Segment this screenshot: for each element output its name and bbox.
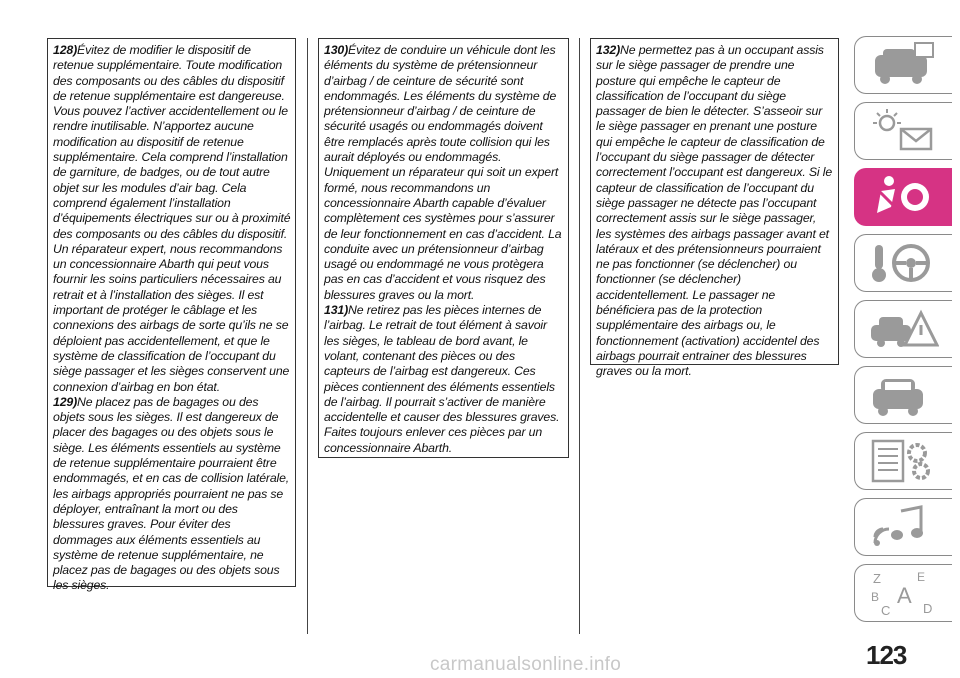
tab-maintenance[interactable] xyxy=(854,366,952,424)
note-131: 131)Ne retirez pas les pièces internes de l’airbag. Le retrait de tout élément à savoir les sièges, le tableau de bord avant, le volant, contenant des pièces ou des capteurs de l’airbag est dangereux. Ces pièces contiennent des éléments essentiels de l’airbag. Il pourrait s’activer de manière accidentelle et causer des blessures graves. Faites toujours enlever ces pièces par un concessionnaire Abarth. xyxy=(324,303,560,455)
tab-multimedia[interactable] xyxy=(854,498,952,556)
car-dashboard-icon xyxy=(867,41,939,89)
index-letter-e: E xyxy=(917,570,926,584)
alphabetical-index-icon xyxy=(867,569,939,617)
car-service-icon xyxy=(867,371,939,419)
tab-index[interactable] xyxy=(854,564,952,622)
tab-technical-data[interactable] xyxy=(854,432,952,490)
column-divider xyxy=(579,38,580,634)
index-letter-d: D xyxy=(923,601,933,616)
text-column-3 xyxy=(590,38,839,379)
tab-emergency[interactable] xyxy=(854,300,952,358)
tab-safety[interactable] xyxy=(854,168,952,226)
note-129: 129)Ne placez pas de bagages ou des objets sous les sièges. Il est dangereux de placer des bagages ou des objets sous le siège. Les éléments essentiels au système de retenue supplémentaire pourraient être endommagés, et en cas de collision latérale, les airbags appropriés pourraient ne pas se déployer, entraînant la mort ou des blessures graves. Pour éviter des dommages aux éléments essentiels au système de retenue supplémentaire, ne placez pas de bagages ou des objets sous les sièges. xyxy=(53,394,290,593)
tab-dashboard[interactable] xyxy=(854,36,952,94)
watermark: carmanualsonline.info xyxy=(430,654,622,675)
technical-data-icon xyxy=(867,437,939,485)
note-132: 132)Ne permettez pas à un occupant assis sur le siège passager de prendre une posture qui empêche le capteur de classification de l’occupant du siège passager de bien le détecter. S’asseoir sur le siège passager en prenant une posture qui empêche le capteur de classification de l’occupant du siège passager de détecter correctement l’occupant est dangereux. Si le capteur de classification de l’occupant du siège passager ne détecte pas l’occupant correctement assis sur le siège passager, les systèmes des airbags passager avant et latéraux et des prétensionneurs pourraient ne pas fonctionner (se déclencher) ou fonctionner (se déclencher) accidentellement. Le passager ne bénéficiera pas de la protection supplémentaire des airbags ou, le fonctionnement (activation) accidentel des airbags pourrait entrainer des blessures graves ou la mort. xyxy=(596,43,833,379)
car-breakdown-icon xyxy=(867,305,939,353)
index-letter-z: Z xyxy=(873,571,881,586)
index-letter-b: B xyxy=(871,590,880,604)
index-letter-c: C xyxy=(881,603,891,617)
airbag-safety-icon xyxy=(867,173,939,221)
tab-warning-lights[interactable] xyxy=(854,102,952,160)
page-number: 123 xyxy=(866,640,907,670)
text-column-2 xyxy=(318,38,569,458)
tab-starting-driving[interactable] xyxy=(854,234,952,292)
column-divider xyxy=(307,38,308,634)
steering-key-icon xyxy=(867,239,939,287)
index-letter-a: A xyxy=(897,583,912,608)
chapter-sidebar xyxy=(854,36,952,630)
multimedia-icon xyxy=(867,503,939,551)
warning-lights-icon xyxy=(867,107,939,155)
text-column-1 xyxy=(47,38,296,593)
note-130: 130)Évitez de conduire un véhicule dont les éléments du système de prétensionneur d’airbag / de ceinture de sécurité sont endommagés. Les éléments du système de prétensionneur d’airbag / de ceinture de sécurité usagés ou endommagés doivent être remplacés après toute collision qui les aurait déployés ou endommagés. Uniquement un réparateur qui soit un expert formé, nous recommandons un concessionnaire Abarth capable d’évaluer complètement ces systèmes pour s’assurer de leur fonctionnement en cas d’accident. La conduite avec un prétensionneur d’airbag usagé ou endommagé ne vous protègera pas en cas d’accident et vous risquez des blessures graves ou la mort. xyxy=(324,43,562,302)
note-128: 128)Évitez de modifier le dispositif de retenue supplémentaire. Toute modification des composants ou des câbles du dispositif de retenue supplémentaire est dangereuse. Vous pouvez l’activer accidentellement ou le rendre inutilisable. N’apportez aucune modification au dispositif de retenue supplémentaire. Cela comprend l’installation de garniture, de badges, ou de tout autre objet sur les modules d’air bag. Cela comprend également l’installation d’équipements électriques sur ou à proximité des composants ou des câbles du dispositif. Un réparateur expert, nous recommandons un concessionnaire Abarth qui peut vous fournir les soins particuliers nécessaires au retrait et à l’installation des sièges. Il est important de protéger le câblage et les connexions des airbags de sorte qu’ils ne se déploient pas accidentellement, et que le système de classification de l’occupant du siège passager et les sièges conservent une connexion d’airbag en bon état. xyxy=(53,43,291,394)
